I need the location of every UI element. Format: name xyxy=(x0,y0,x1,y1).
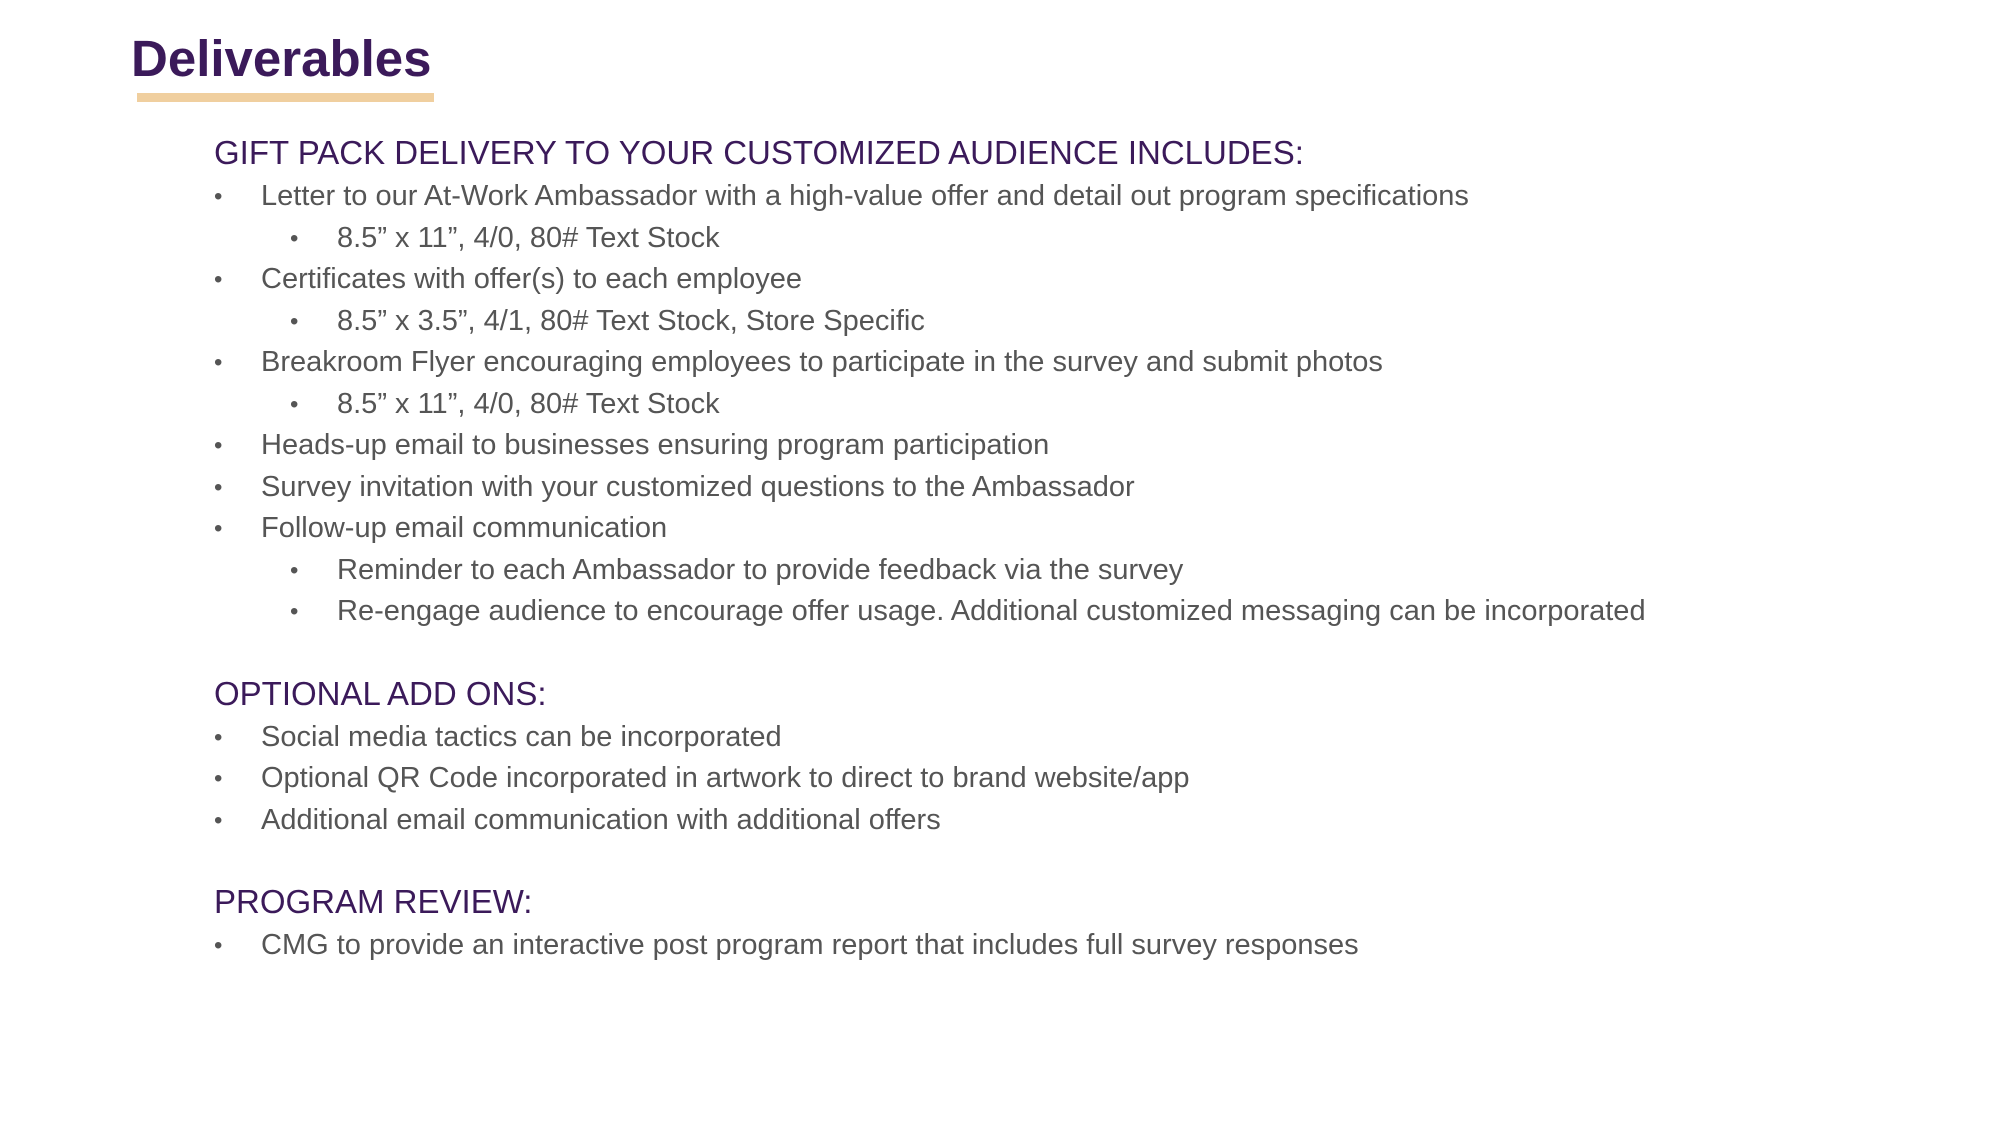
section xyxy=(214,879,1954,967)
bullet-item xyxy=(214,508,1954,550)
bullet-text: Letter to our At-Work Ambassador with a high-value offer and detail out program specifications xyxy=(261,180,1469,212)
bullet-icon: • xyxy=(290,224,299,252)
bullet-icon: • xyxy=(290,390,299,418)
bullet-text: 8.5” x 3.5”, 4/1, 80# Text Stock, Store Specific xyxy=(337,304,925,337)
bullet-text: Reminder to each Ambassador to provide feedback via the survey xyxy=(337,553,1184,586)
bullet-text: Social media tactics can be incorporated xyxy=(261,720,782,753)
bullet-text: Follow-up email communication xyxy=(261,512,668,544)
bullet-icon: • xyxy=(214,266,223,293)
bullet-icon: • xyxy=(214,515,223,542)
bullet-list xyxy=(214,176,1954,633)
section-heading: GIFT PACK DELIVERY TO YOUR CUSTOMIZED AUDIENCE INCLUDES: xyxy=(214,134,1304,171)
bullet-icon: • xyxy=(214,765,223,792)
sub-bullet-item xyxy=(214,550,1954,592)
bullet-list xyxy=(214,717,1954,842)
sub-bullet-item xyxy=(214,301,1954,343)
bullet-item xyxy=(214,342,1954,384)
bullet-text: Re-engage audience to encourage offer usage. Additional customized messaging can be incorporated xyxy=(337,595,1646,627)
section xyxy=(214,671,1954,842)
bullet-text: 8.5” x 11”, 4/0, 80# Text Stock xyxy=(337,387,720,420)
section-heading: PROGRAM REVIEW: xyxy=(214,883,533,920)
slide-title: Deliverables xyxy=(131,30,432,87)
bullet-icon: • xyxy=(290,598,299,625)
bullet-icon: • xyxy=(214,723,223,751)
bullet-icon: • xyxy=(214,432,223,459)
bullet-list xyxy=(214,925,1954,967)
bullet-text: Additional email communication with additional offers xyxy=(261,803,941,836)
bullet-icon: • xyxy=(214,806,223,834)
bullet-item xyxy=(214,800,1954,842)
bullet-item xyxy=(214,176,1954,218)
bullet-item xyxy=(214,259,1954,301)
sub-bullet-item xyxy=(214,384,1954,426)
bullet-icon: • xyxy=(214,932,223,959)
bullet-text: 8.5” x 11”, 4/0, 80# Text Stock xyxy=(337,221,720,254)
bullet-text: Certificates with offer(s) to each employee xyxy=(261,263,803,295)
bullet-item xyxy=(214,467,1954,509)
bullet-icon: • xyxy=(290,307,299,335)
bullet-text: Breakroom Flyer encouraging employees to participate in the survey and submit photos xyxy=(261,346,1383,378)
sub-bullet-item xyxy=(214,591,1954,633)
bullet-icon: • xyxy=(214,183,223,210)
bullet-icon: • xyxy=(214,473,223,501)
bullet-icon: • xyxy=(214,349,223,376)
section-heading: OPTIONAL ADD ONS: xyxy=(214,674,547,712)
bullet-text: Survey invitation with your customized questions to the Ambassador xyxy=(261,470,1135,503)
bullet-text: CMG to provide an interactive post program report that includes full survey responses xyxy=(261,929,1359,961)
section xyxy=(214,130,1954,633)
bullet-item xyxy=(214,758,1954,800)
bullet-item xyxy=(214,425,1954,467)
bullet-item xyxy=(214,717,1954,759)
sub-bullet-item xyxy=(214,218,1954,260)
title-underline xyxy=(137,93,434,102)
bullet-item xyxy=(214,925,1954,967)
bullet-text: Heads-up email to businesses ensuring program participation xyxy=(261,429,1050,461)
bullet-text: Optional QR Code incorporated in artwork to direct to brand website/app xyxy=(261,762,1190,794)
bullet-icon: • xyxy=(290,556,299,584)
slide-content xyxy=(214,130,1954,967)
